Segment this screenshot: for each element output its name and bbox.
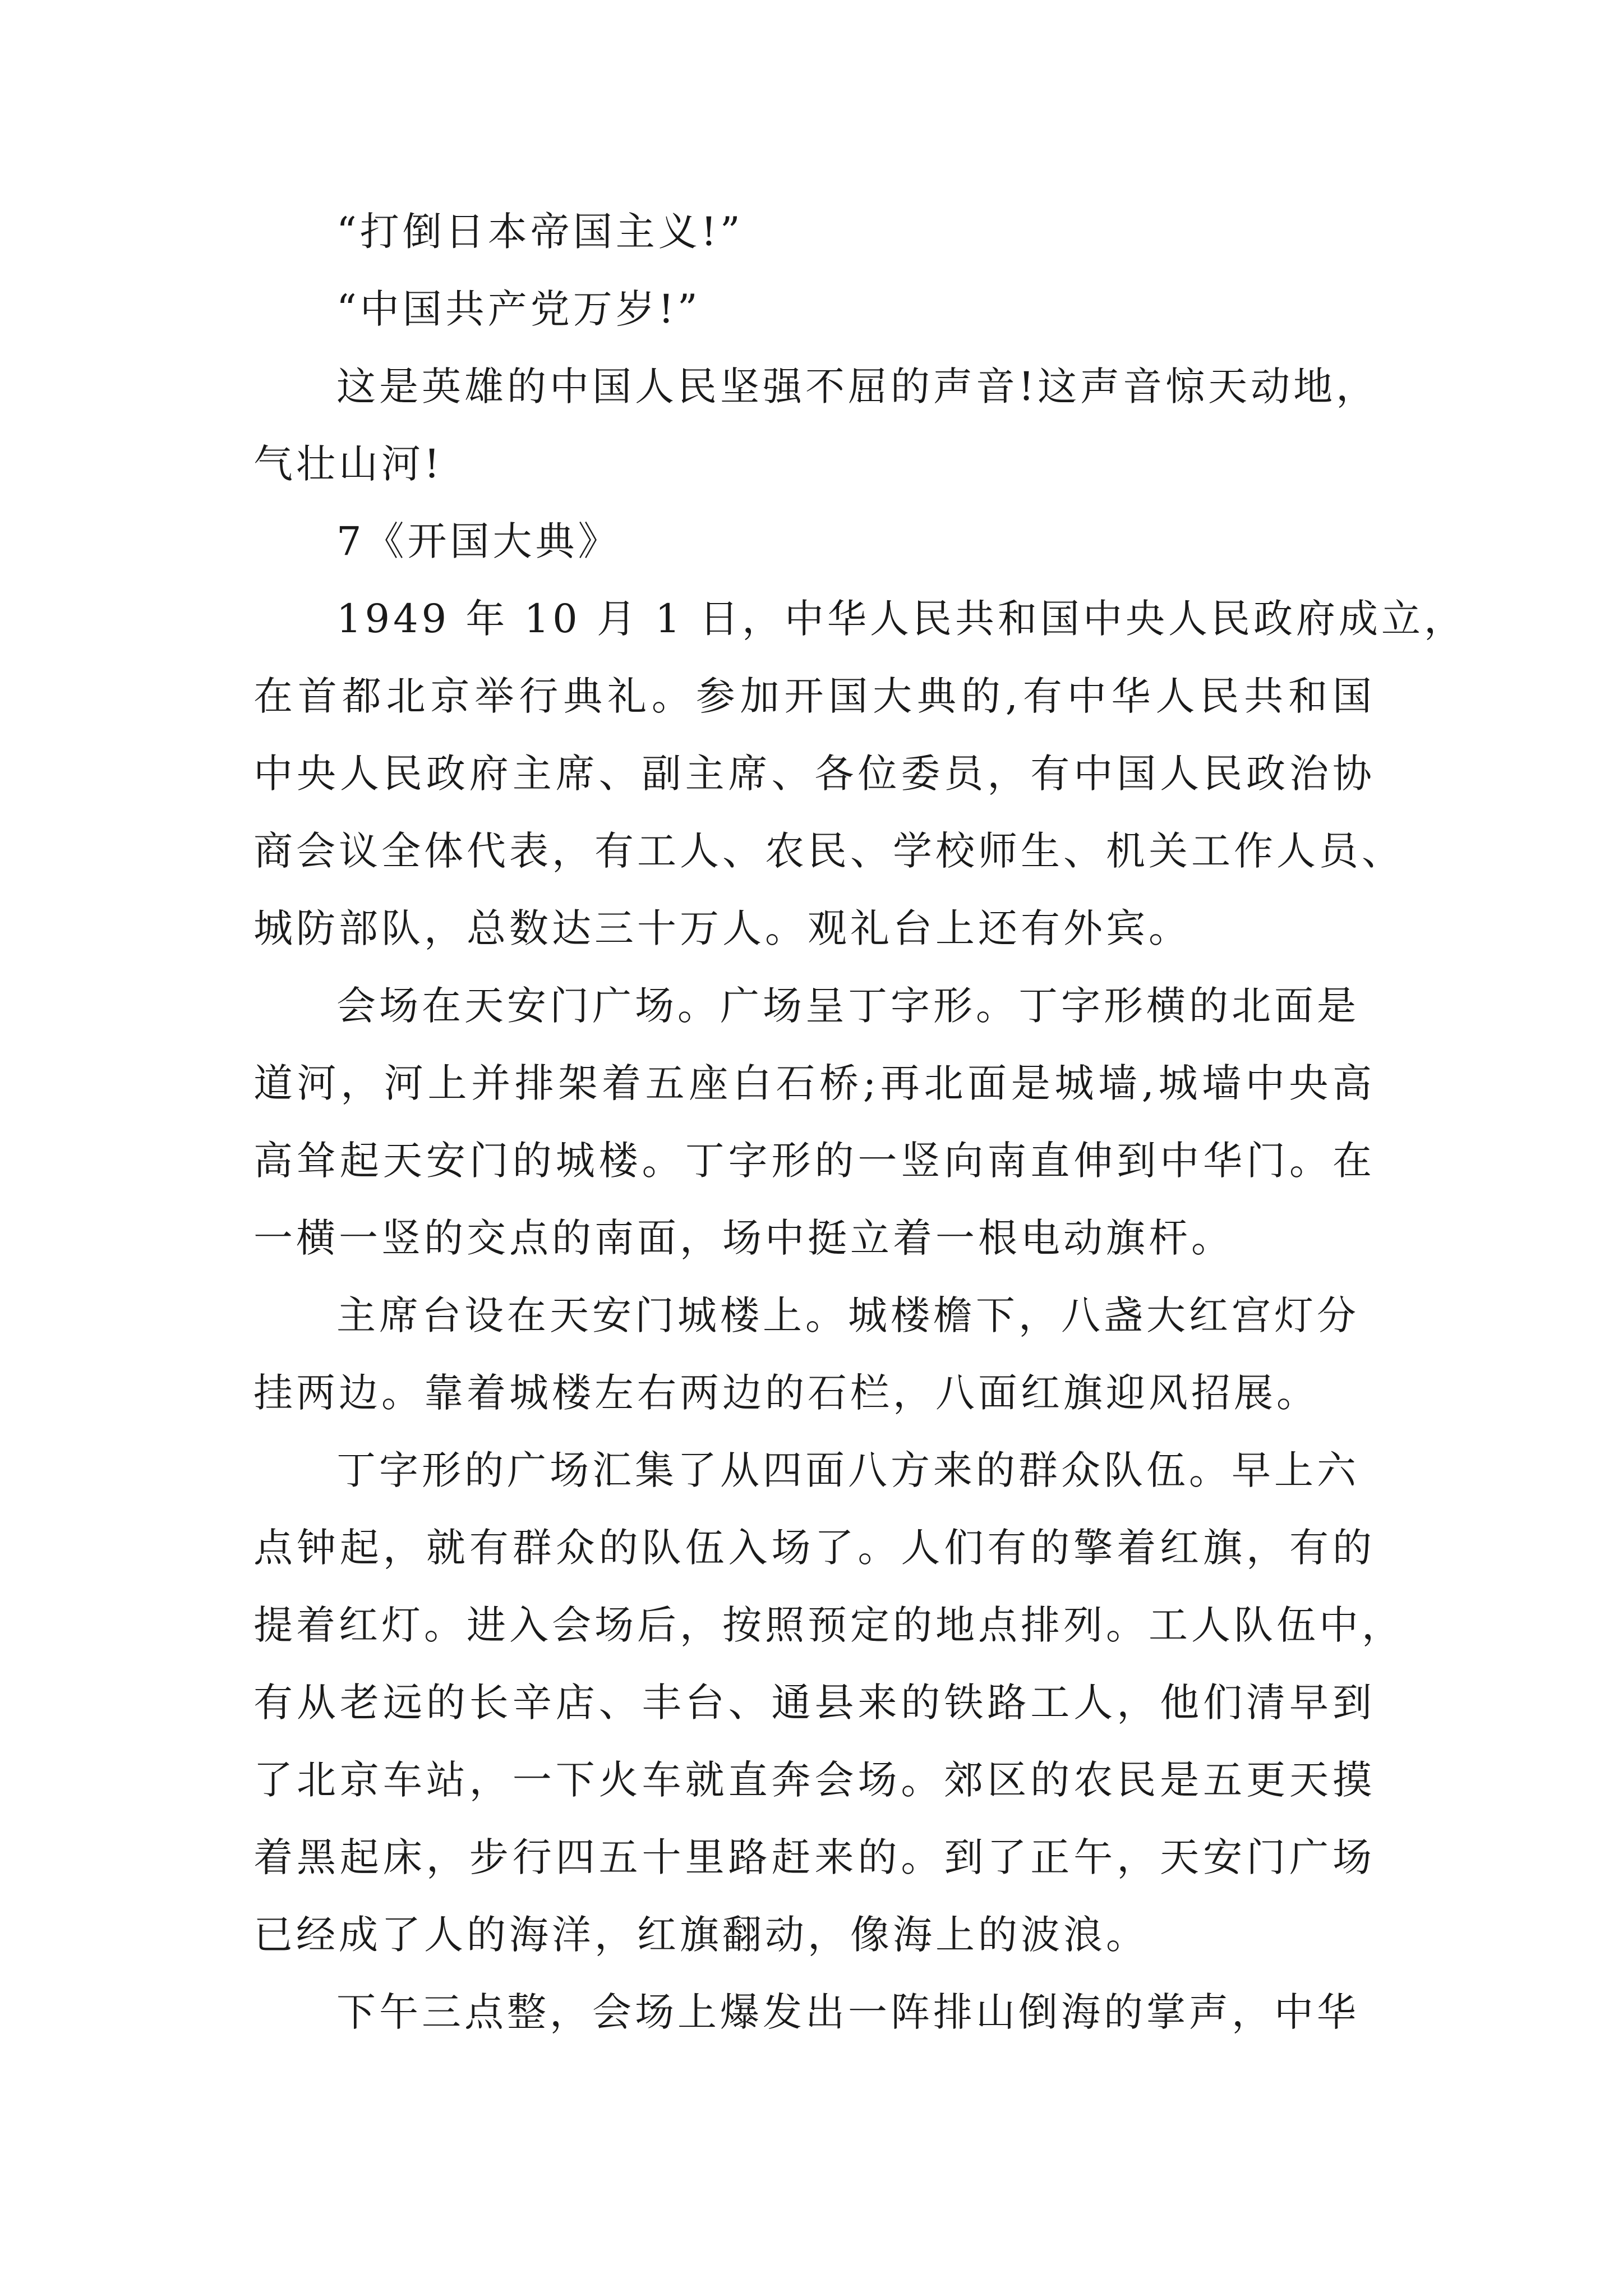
paragraph-line: 丁字形的广场汇集了从四面八方来的群众队伍。早上六	[336, 1447, 1359, 1493]
paragraph-line: 有从老远的长辛店、丰台、通县来的铁路工人，他们清早到	[253, 1680, 1375, 1726]
paragraph-line: 这是英雄的中国人民坚强不屈的声音!这声音惊天动地，	[336, 364, 1379, 409]
paragraph-line: 1949 年 10 月 1 日，中华人民共和国中央人民政府成立，	[336, 596, 1467, 642]
paragraph-line: 城防部队，总数达三十万人。观礼台上还有外宾。	[253, 905, 1191, 951]
paragraph-line: 一横一竖的交点的南面，场中挺立着一根电动旗杆。	[253, 1215, 1234, 1261]
paragraph-line: 高耸起天安门的城楼。丁字形的一竖向南直伸到中华门。在	[253, 1138, 1375, 1184]
paragraph-line: 挂两边。靠着城楼左右两边的石栏，八面红旗迎风招展。	[253, 1370, 1319, 1416]
paragraph-line: 着黑起床，步行四五十里路赶来的。到了正午，天安门广场	[253, 1834, 1375, 1880]
quote-line: “打倒日本帝国主义!”	[336, 209, 744, 255]
paragraph-line: 气壮山河!	[253, 441, 444, 487]
paragraph-line: 会场在天安门广场。广场呈丁字形。丁字形横的北面是	[336, 983, 1359, 1029]
paragraph-line: 已经成了人的海洋，红旗翻动，像海上的波浪。	[253, 1912, 1149, 1958]
paragraph-line: 商会议全体代表，有工人、农民、学校师生、机关工作人员、	[253, 828, 1404, 874]
paragraph-line: 下午三点整，会场上爆发出一阵排山倒海的掌声，中华	[336, 1989, 1359, 2035]
paragraph-line: 点钟起，就有群众的队伍入场了。人们有的擎着红旗，有的	[253, 1525, 1375, 1571]
paragraph-line: 提着红灯。进入会场后，按照预定的地点排列。工人队伍中，	[253, 1602, 1404, 1648]
paragraph-line: 中央人民政府主席、副主席、各位委员，有中国人民政治协	[253, 751, 1375, 797]
quote-line: “中国共产党万岁!”	[336, 286, 701, 332]
body-text	[253, 202, 1467, 2060]
section-heading: 7《开国大典》	[336, 518, 621, 564]
paragraph-line: 了北京车站，一下火车就直奔会场。郊区的农民是五更天摸	[253, 1757, 1375, 1803]
paragraph-line: 道河，河上并排架着五座白石桥;再北面是城墙,城墙中央高	[253, 1060, 1375, 1106]
paragraph-line: 在首都北京举行典礼。参加开国大典的,有中华人民共和国	[253, 673, 1375, 719]
paragraph-line: 主席台设在天安门城楼上。城楼檐下，八盏大红宫灯分	[336, 1292, 1359, 1338]
